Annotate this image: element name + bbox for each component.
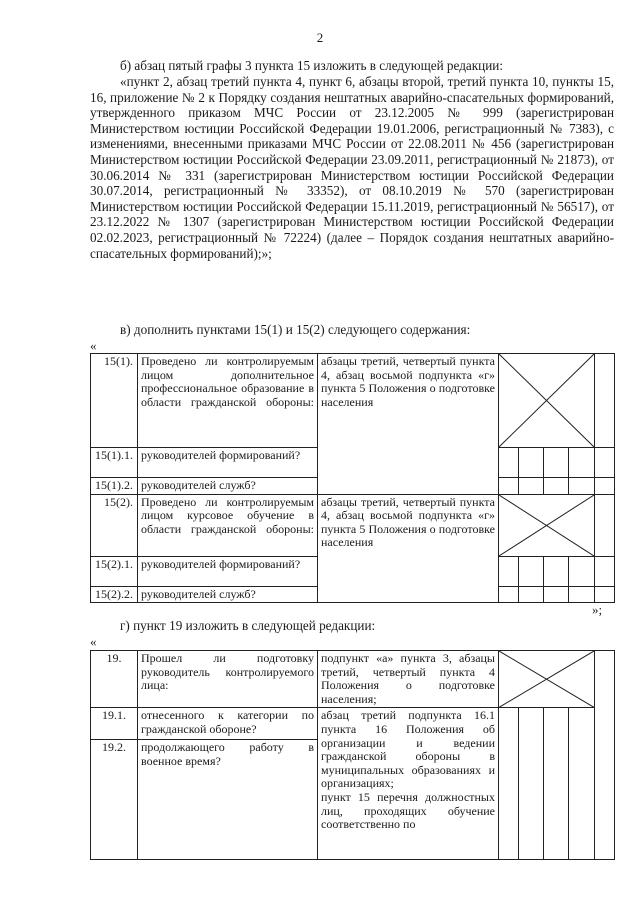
row-number: 15(2). [91,494,138,556]
table-15-additions [90,353,615,603]
answer-cell[interactable] [595,556,615,586]
answer-cell[interactable] [499,478,519,495]
row-number: 19. [91,651,138,708]
question-text: отнесенного к категории по гражданской обороне? [138,708,318,740]
table-row [91,354,615,448]
row-number: 15(2).1. [91,556,138,586]
answer-cell[interactable] [544,556,569,586]
row-number: 19.2. [91,740,138,860]
table1-open-quote: « [90,338,97,353]
answer-cell[interactable] [569,586,595,603]
para-g-intro: г) пункт 19 изложить в следующей редакции: [120,618,376,633]
crossed-out-cell [499,651,595,708]
table-row [91,708,615,740]
crossed-out-cell [499,494,595,556]
answer-cell[interactable] [595,478,615,495]
answer-cell[interactable] [499,586,519,603]
question-text: Прошел ли подготовку руководитель контролируемого лица: [138,651,318,708]
answer-cell[interactable] [569,708,595,860]
answer-cell[interactable] [569,556,595,586]
question-text: Проведено ли контролируемым лицом дополнительное профессиональное образование в области гражданской обороны: [138,354,318,448]
question-text: руководителей формирований? [138,448,318,478]
answer-cell[interactable] [499,556,519,586]
answer-cell[interactable] [499,708,519,860]
answer-cell[interactable] [595,494,615,556]
answer-cell[interactable] [519,448,544,478]
table1-close-quote: »; [592,602,603,617]
table-row [91,494,615,556]
answer-cell[interactable] [519,478,544,495]
answer-cell[interactable] [595,448,615,478]
table-row [91,651,615,708]
answer-cell[interactable] [569,478,595,495]
row-number: 15(1).1. [91,448,138,478]
legal-reference: абзацы третий, четвертый пункта 4, абзац восьмой подпункта «г» пункта 5 Положения о подготовке населения [318,354,499,495]
answer-cell[interactable] [544,586,569,603]
legal-reference: абзацы третий, четвертый пункта 4, абзац восьмой подпункта «г» пункта 5 Положения о подготовке населения [318,494,499,603]
question-text: руководителей формирований? [138,556,318,586]
legal-reference [318,708,499,860]
answer-cell[interactable] [569,448,595,478]
table-19-replacement [90,650,615,860]
para-b-quote: «пункт 2, абзац третий пункта 4, пункт 6, абзацы второй, третий пункта 10, пункты 15, 16, приложение № 2 к Порядку создания нештатных аварийно-спасательных формирований, утвержденного приказом МЧС России от 23.12.2005 № 999 (зарегистрирован Министерством юстиции Российской Федерации 19.01.2006, регистрационный № 7383), с изменениями, внесенными приказами МЧС России от 22.08.2011 № 456 (зарегистрирован Министерством юстиции Российской Федерации 23.09.2011, регистрационный № 21873), от 30.06.2014 № 331 (зарегистрирован Министерством юстиции Российской Федерации 30.07.2014, регистрационный № 33352), от 08.10.2019 № 570 (зарегистрирован Министерством юстиции Российской Федерации 15.11.2019, регистрационный № 56517), от 23.12.2022 № 1307 (зарегистрирован Министерством юстиции Российской Федерации 02.02.2023, регистрационный № 72224) (далее – Порядок создания нештатных аварийно-спасательных формирований);»; [90,74,614,261]
answer-cell[interactable] [544,708,569,860]
answer-cell[interactable] [519,586,544,603]
legal-reference-next: пункт 15 перечня должностных лиц, проходящих обучение соответственно по [321,789,495,832]
legal-reference: подпункт «а» пункта 3, абзацы третий, четвертый пункта 4 Положения о подготовке населения; [318,651,499,708]
row-number: 15(1). [91,354,138,448]
answer-cell[interactable] [595,586,615,603]
answer-cell[interactable] [544,448,569,478]
answer-cell[interactable] [519,556,544,586]
answer-cell[interactable] [595,354,615,448]
crossed-out-cell [499,354,595,448]
question-text: продолжающего работу в военное время? [138,740,318,860]
answer-cell[interactable] [544,478,569,495]
page-number: 2 [316,30,324,45]
question-text: руководителей служб? [138,478,318,495]
para-v-intro: в) дополнить пунктами 15(1) и 15(2) следующего содержания: [120,322,471,337]
row-number: 15(1).2. [91,478,138,495]
legal-reference-continued: абзац третий подпункта 16.1 пункта 16 Положения об организации и ведении гражданской обороны в муниципальных образованиях и организациях; [321,708,495,791]
row-number: 15(2).2. [91,586,138,603]
table2-open-quote: « [90,634,97,649]
answer-cell[interactable] [595,651,615,860]
row-number: 19.1. [91,708,138,740]
para-b-intro: б) абзац пятый графы 3 пункта 15 изложить в следующей редакции: [120,58,504,73]
answer-cell[interactable] [519,708,544,860]
question-text: руководителей служб? [138,586,318,603]
answer-cell[interactable] [499,448,519,478]
question-text: Проведено ли контролируемым лицом курсовое обучение в области гражданской обороны: [138,494,318,556]
